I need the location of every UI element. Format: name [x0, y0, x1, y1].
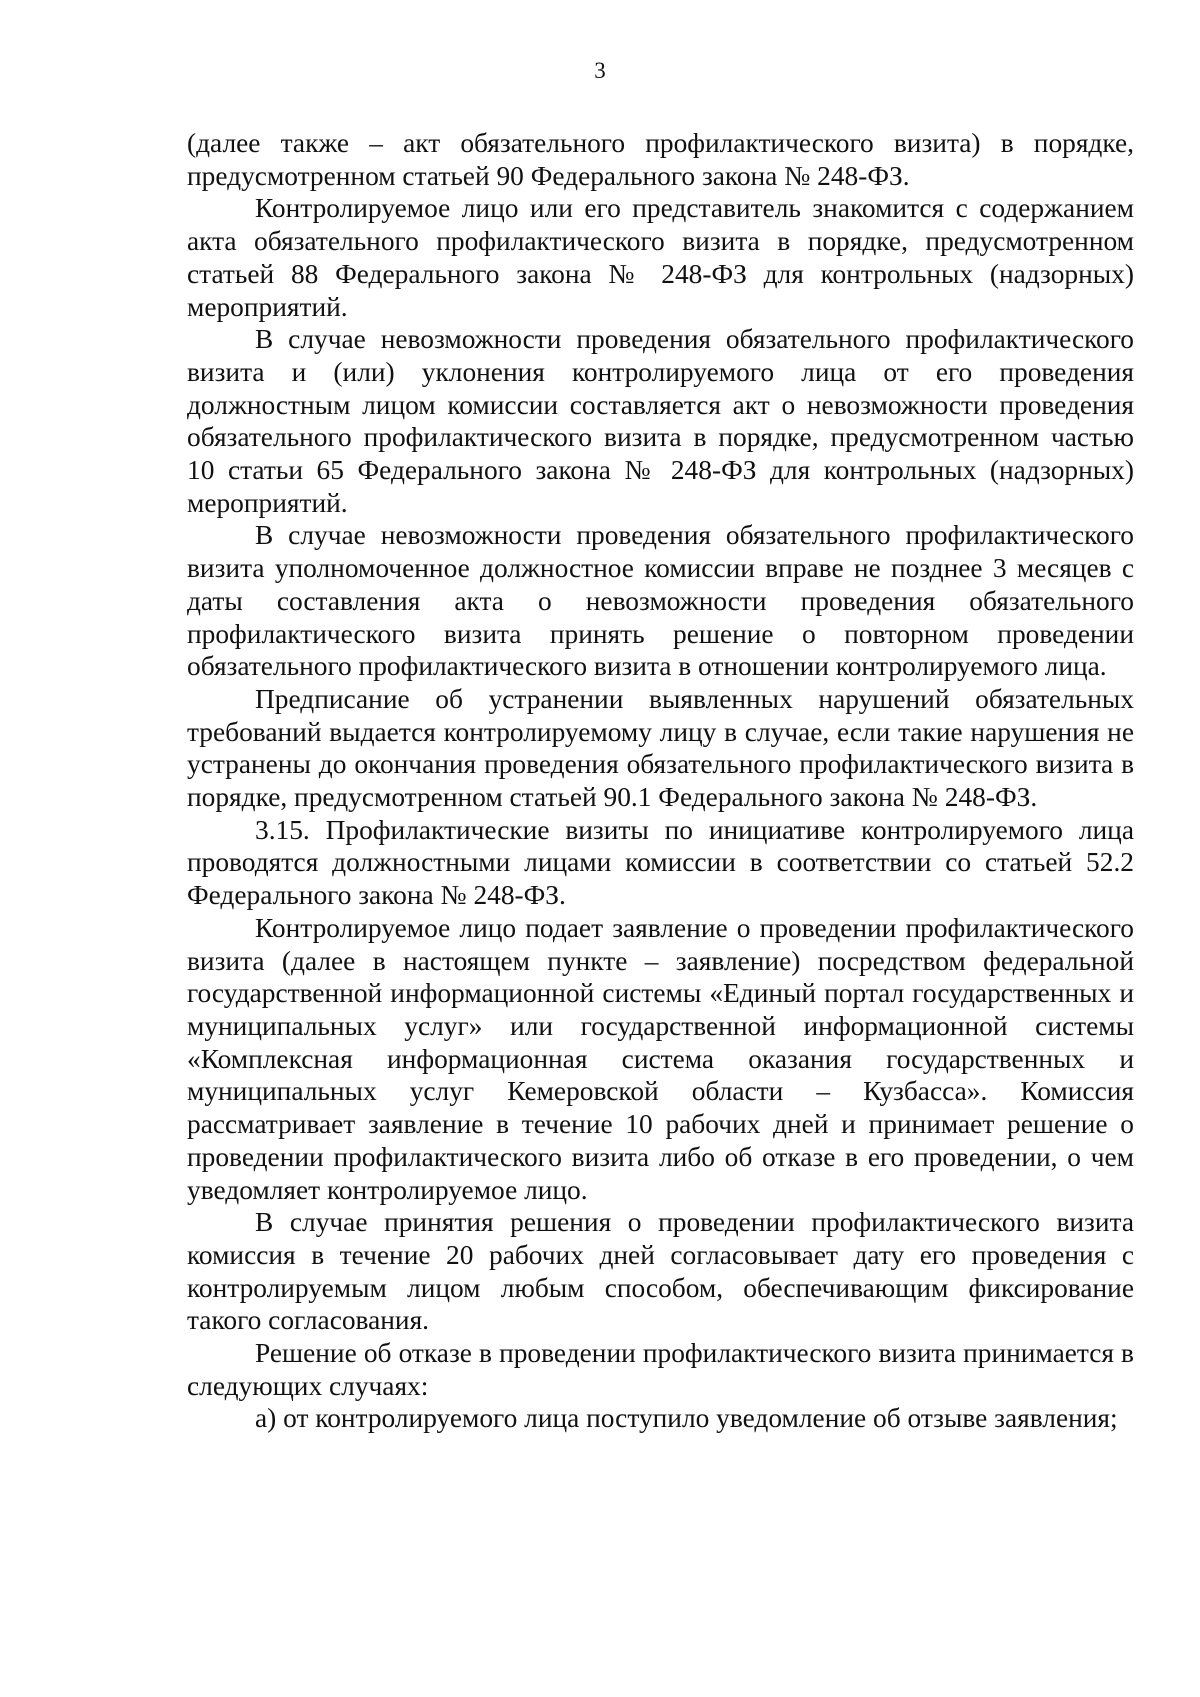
- clause-3-15: 3.15. Профилактические визиты по инициативе контролируемого лица проводятся должностными лицами комиссии в соответствии со статьей 52.2 Федерального закона № 248-ФЗ.: [187, 814, 1134, 911]
- paragraph: Предписание об устранении выявленных нарушений обязательных требований выдается контролируемому лицу в случае, если такие нарушения не устранены до окончания проведения обязательного профилактического визита в порядке, предусмотренном статьей 90.1 Федерального закона № 248-ФЗ.: [187, 683, 1134, 813]
- paragraph-continuation: (далее также – акт обязательного профилактического визита) в порядке, предусмотренном статьей 90 Федерального закона № 248-ФЗ.: [187, 128, 1134, 191]
- paragraph: Решение об отказе в проведении профилактического визита принимается в следующих случаях:: [187, 1338, 1134, 1401]
- page-number: 3: [594, 58, 606, 83]
- paragraph: В случае принятия решения о проведении профилактического визита комиссия в течение 20 рабочих дней согласовывает дату его проведения с контролируемым лицом любым способом, обеспечивающим фиксирование такого согласования.: [187, 1207, 1134, 1336]
- document-body: [187, 127, 1134, 1435]
- paragraph: Контролируемое лицо или его представитель знакомится с содержанием акта обязательного профилактического визита в порядке, предусмотренном статьей 88 Федерального закона № 248-ФЗ для контрольных (надзорных) мероприятий.: [187, 193, 1134, 322]
- paragraph: В случае невозможности проведения обязательного профилактического визита и (или) уклонения контролируемого лица от его проведения должностным лицом комиссии составляется акт о невозможности проведения обязательного профилактического визита в порядке, предусмотренном частью 10 статьи 65 Федерального закона № 248-ФЗ для контрольных (надзорных) мероприятий.: [187, 324, 1134, 518]
- paragraph: В случае невозможности проведения обязательного профилактического визита уполномоченное должностное комиссии вправе не позднее 3 месяцев с даты составления акта о невозможности проведения обязательного профилактического визита принять решение о повторном проведении обязательного профилактического визита в отношении контролируемого лица.: [187, 520, 1134, 682]
- list-item-a: а) от контролируемого лица поступило уведомление об отзыве заявления;: [255, 1403, 1118, 1434]
- paragraph: Контролируемое лицо подает заявление о проведении профилактического визита (далее в настоящем пункте – заявление) посредством федеральной государственной информационной системы «Единый портал государственных и муниципальных услуг» или государственной информационной системы «Комплексная информационная система оказания государственных и муниципальных услуг Кемеровской области – Кузбасса». Комиссия рассматривает заявление в течение 10 рабочих дней и принимает решение о проведении профилактического визита либо об отказе в его проведении, о чем уведомляет контролируемое лицо.: [187, 912, 1134, 1205]
